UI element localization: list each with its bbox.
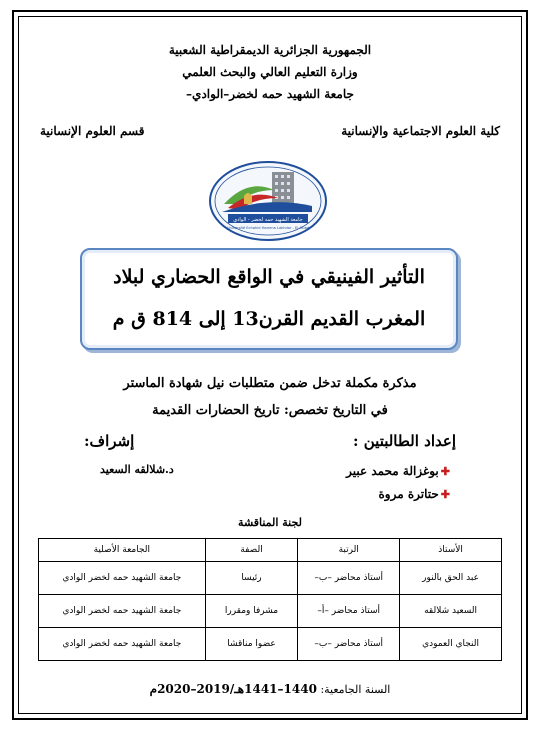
cell-university: جامعة الشهيد حمه لخضر الوادي	[39, 628, 206, 661]
header-university: الجامعة الأصلية	[39, 539, 206, 562]
faculty-name: كلية العلوم الاجتماعية والإنسانية	[341, 124, 500, 138]
thesis-title-line-2: المغرب القديم القرن13 إلى 814 ق م	[112, 308, 426, 330]
student-1	[346, 464, 450, 478]
cell-role: رئيسا	[205, 562, 298, 595]
republic-name: الجمهورية الجزائرية الديمقراطية الشعبية	[168, 43, 372, 57]
academic-year-label: السنة الجامعية:	[320, 683, 391, 696]
student-2	[379, 487, 450, 501]
cell-university: جامعة الشهيد حمه لخضر الوادي	[39, 595, 206, 628]
committee-table	[38, 538, 502, 661]
table-row	[39, 595, 502, 628]
thesis-title-line-1: التأثير الفينيقي في الواقع الحضاري لبلاد	[113, 266, 425, 288]
table-row	[39, 562, 502, 595]
student-name: حتاترة مروة	[378, 487, 439, 501]
cell-professor: النجاي العمودي	[400, 628, 502, 661]
ministry-name: وزارة التعليم العالي والبحث العلمي	[182, 65, 358, 79]
table-row	[39, 628, 502, 661]
thesis-title-box	[80, 248, 458, 350]
students-label: إعداد الطالبتين :	[352, 432, 456, 450]
header-rank: الرتبة	[298, 539, 400, 562]
arrow-bullet-icon: ✚	[440, 487, 450, 501]
cell-role: عضوا مناقشا	[205, 628, 298, 661]
cell-rank: أستاذ محاضر –ب–	[298, 628, 400, 661]
academic-year-value: 1440–1441هـ/2019–2020م	[149, 682, 317, 696]
university-name: جامعة الشهيد حمه لخضر–الوادي–	[186, 87, 354, 101]
supervisor-name: د.شلالقه السعيد	[100, 463, 174, 476]
cell-rank: أستاذ محاضر –أ–	[298, 595, 400, 628]
cell-professor: السعيد شلالقه	[400, 595, 502, 628]
department-name: قسم العلوم الإنسانية	[40, 124, 145, 138]
preparation-row	[84, 432, 456, 450]
committee-title: لجنة المناقشة	[238, 516, 302, 529]
memo-description: مذكرة مكملة تدخل ضمن متطلبات نيل شهادة الماستر	[123, 376, 417, 391]
university-logo	[208, 160, 328, 242]
arrow-bullet-icon: ✚	[440, 464, 450, 478]
memo-specialization: في التاريخ تخصص: تاريخ الحضارات القديمة	[152, 403, 388, 418]
cell-role: مشرفا ومقررا	[205, 595, 298, 628]
supervision-label: إشراف:	[84, 432, 135, 450]
student-name: بوغزالة محمد عبير	[346, 464, 439, 478]
cell-university: جامعة الشهيد حمه لخضر الوادي	[39, 562, 206, 595]
cell-rank: أستاذ محاضر –ب–	[298, 562, 400, 595]
logo-caption-latin: Université Echahid Hamma Lakhdar - El Oued	[226, 226, 310, 230]
header-professor: الأستاذ	[400, 539, 502, 562]
logo-caption-arabic: جامعة الشهيد حمه لخضر - الوادي	[233, 217, 303, 223]
faculty-row	[40, 124, 500, 138]
header-role: الصفة	[205, 539, 298, 562]
cell-professor: عبد الحق بالنور	[400, 562, 502, 595]
academic-year	[0, 682, 540, 696]
table-header-row	[39, 539, 502, 562]
